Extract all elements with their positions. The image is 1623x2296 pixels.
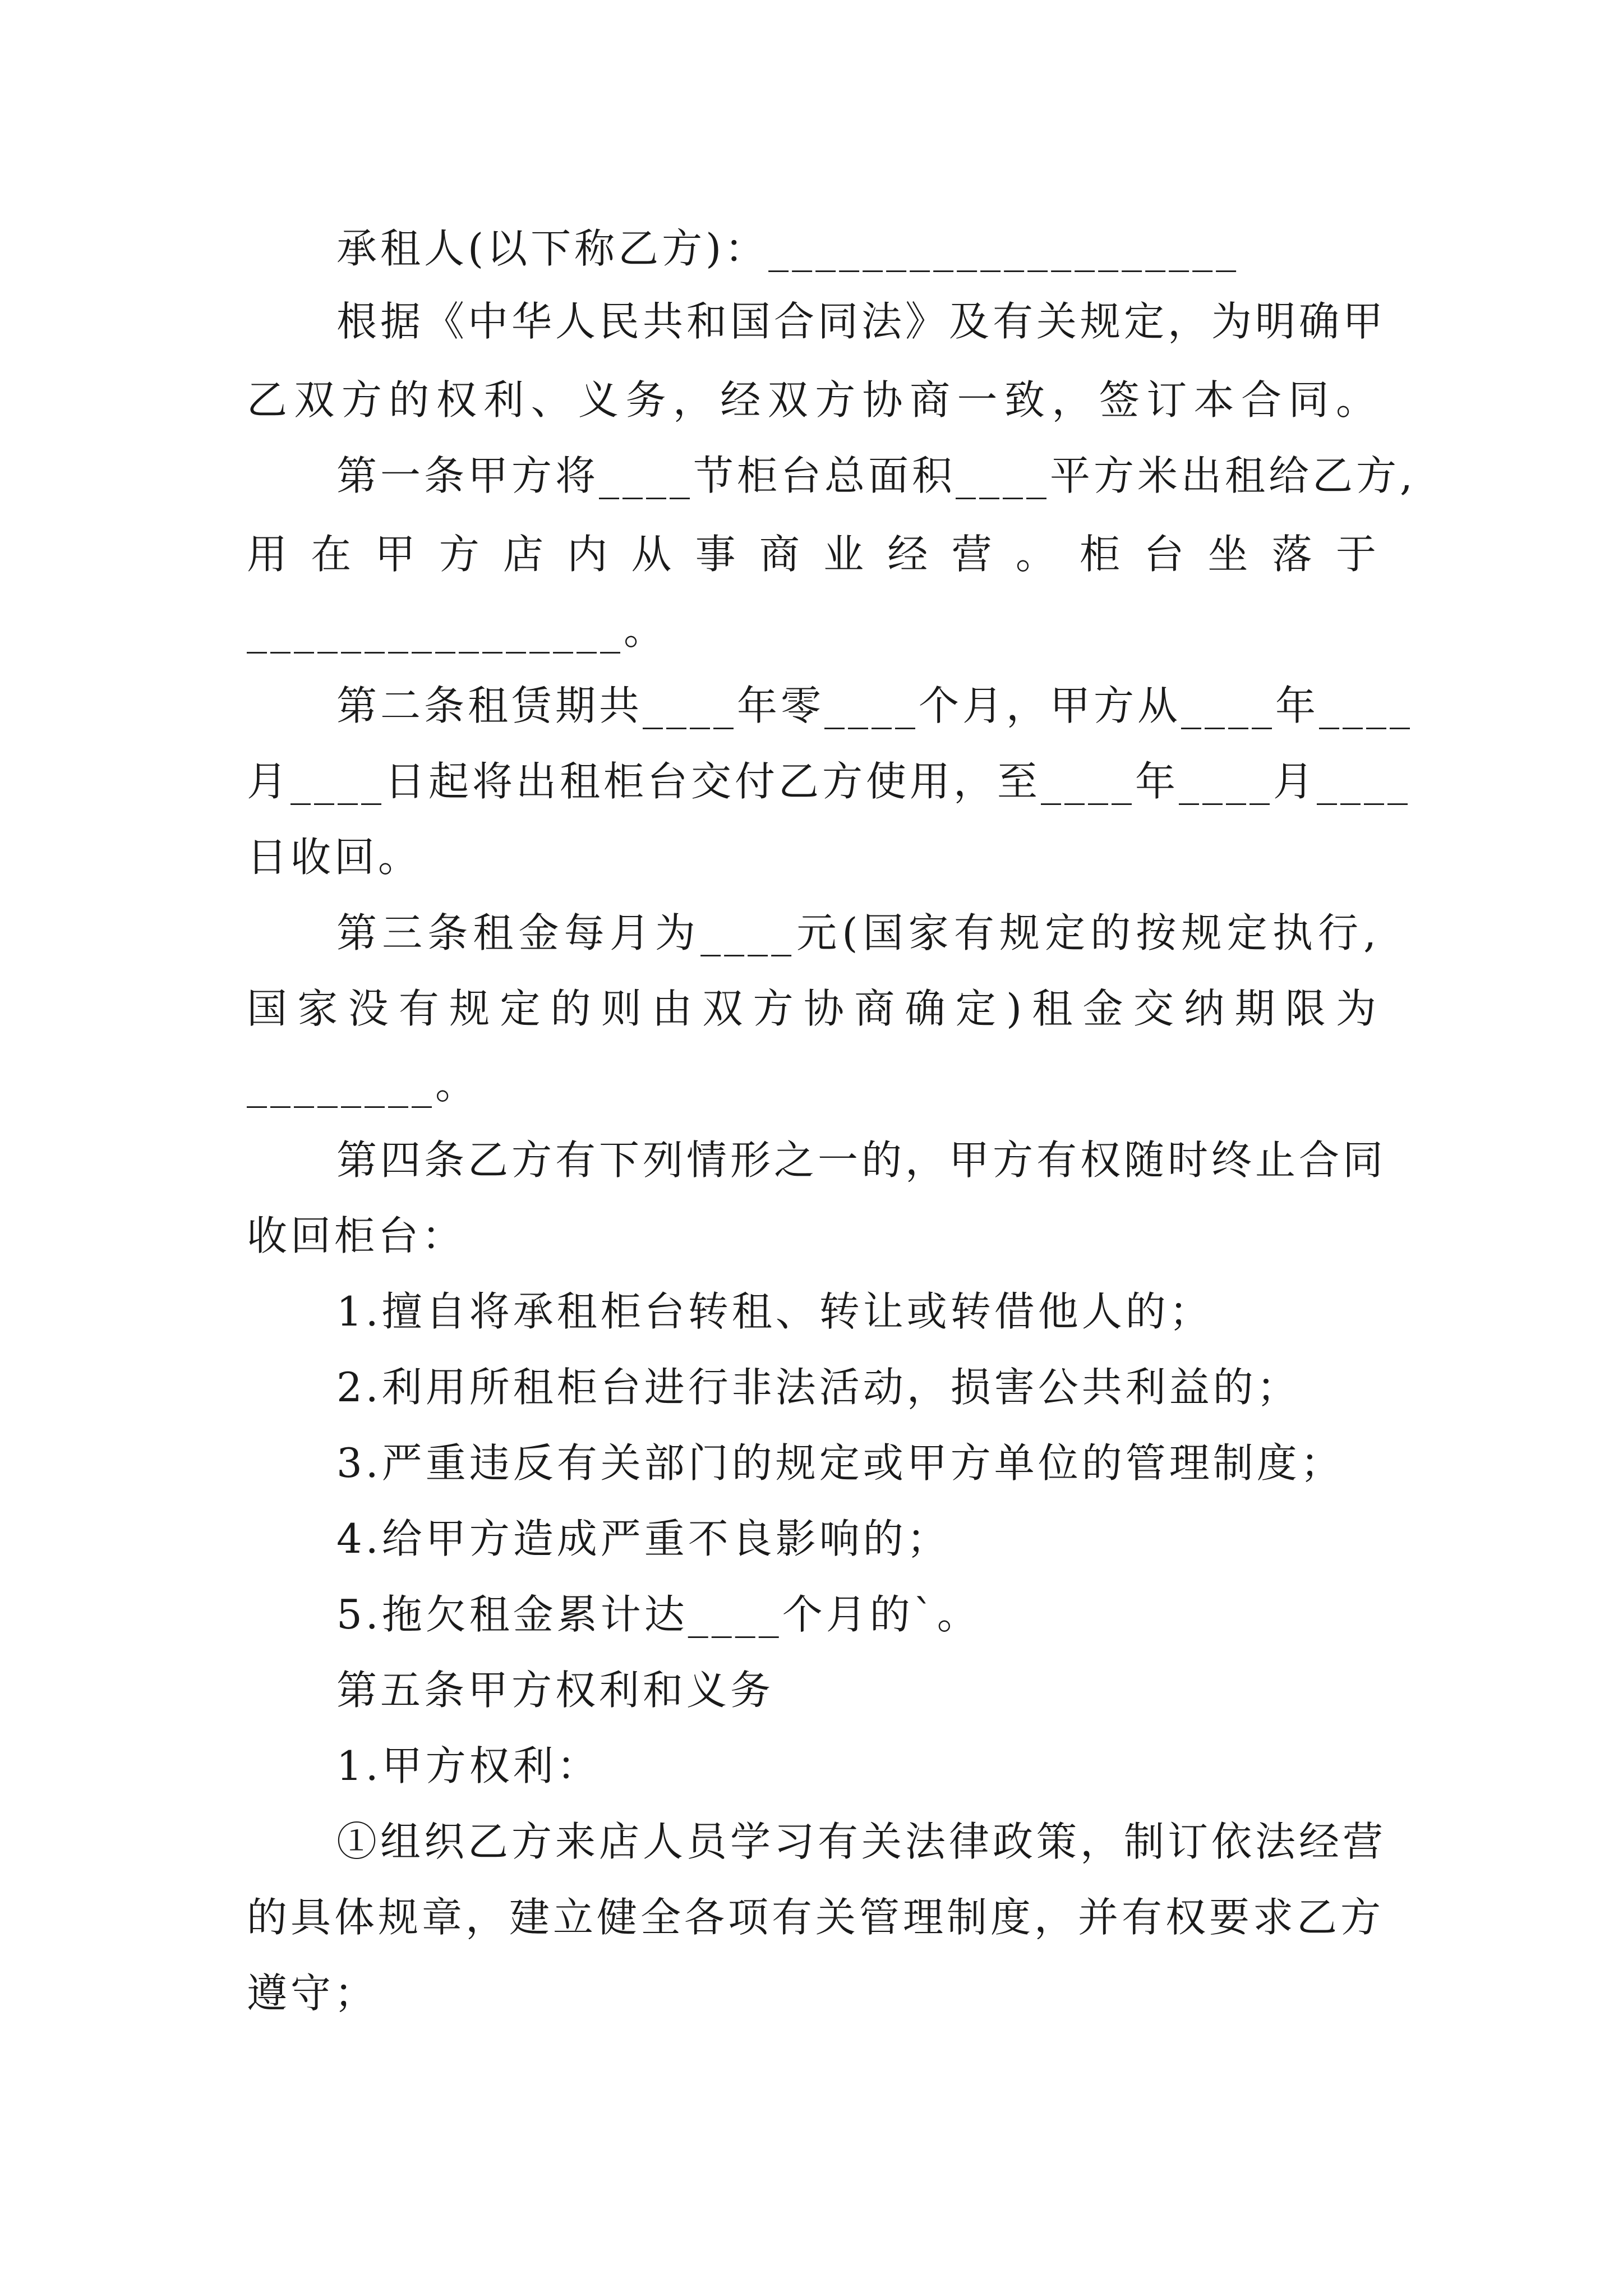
- text-line-article-2a: 第二条租赁期共____年零____个月，甲方从____年____: [336, 682, 1414, 729]
- text-line-item-2: 2.利用所租柜台进行非法活动，损害公共利益的；: [336, 1364, 1301, 1411]
- text-line-right-1c: 遵守；: [247, 1970, 379, 2017]
- text-line-article-4a: 第四条乙方有下列情形之一的，甲方有权随时终止合同: [336, 1137, 1387, 1184]
- text-line-article-5-item-1: 1.甲方权利：: [336, 1742, 601, 1789]
- text-line-item-5: 5.拖欠租金累计达____个月的`。: [336, 1591, 981, 1638]
- text-line-article-4b: 收回柜台：: [247, 1212, 466, 1259]
- text-line-article-1b: 用在甲方店内从事商业经营。柜台坐落于: [247, 531, 1380, 578]
- text-line-preamble-1: 根据《中华人民共和国合同法》及有关规定，为明确甲: [336, 298, 1387, 345]
- text-line-item-3: 3.严重违反有关部门的规定或甲方单位的管理制度；: [336, 1439, 1344, 1487]
- text-line-item-4: 4.给甲方造成严重不良影响的；: [336, 1515, 951, 1562]
- text-line-article-1a: 第一条甲方将____节柜台总面积____平方米出租给乙方,: [336, 452, 1416, 499]
- text-line-lessee: 承租人(以下称乙方)：____________________: [336, 225, 1240, 272]
- text-line-article-3a: 第三条租金每月为____元(国家有规定的按规定执行,: [336, 909, 1380, 956]
- text-line-article-3c: ________。: [247, 1061, 479, 1108]
- text-line-article-2c: 日收回。: [247, 834, 422, 881]
- text-line-item-1: 1.擅自将承租柜台转租、转让或转借他人的；: [336, 1288, 1213, 1335]
- text-line-article-5: 第五条甲方权利和义务: [336, 1667, 774, 1714]
- text-line-preamble-2: 乙双方的权利、义务，经双方协商一致，签订本合同。: [247, 376, 1380, 424]
- text-line-article-2b: 月____日起将出租柜台交付乙方使用，至____年____月____: [247, 758, 1412, 805]
- text-line-right-1b: 的具体规章，建立健全各项有关管理制度，并有权要求乙方: [247, 1894, 1385, 1941]
- text-line-article-1c: ________________。: [247, 606, 667, 654]
- text-line-article-3b: 国家没有规定的则由双方协商确定)租金交纳期限为: [247, 985, 1380, 1032]
- text-line-right-1a: ①组织乙方来店人员学习有关法律政策，制订依法经营: [336, 1818, 1387, 1865]
